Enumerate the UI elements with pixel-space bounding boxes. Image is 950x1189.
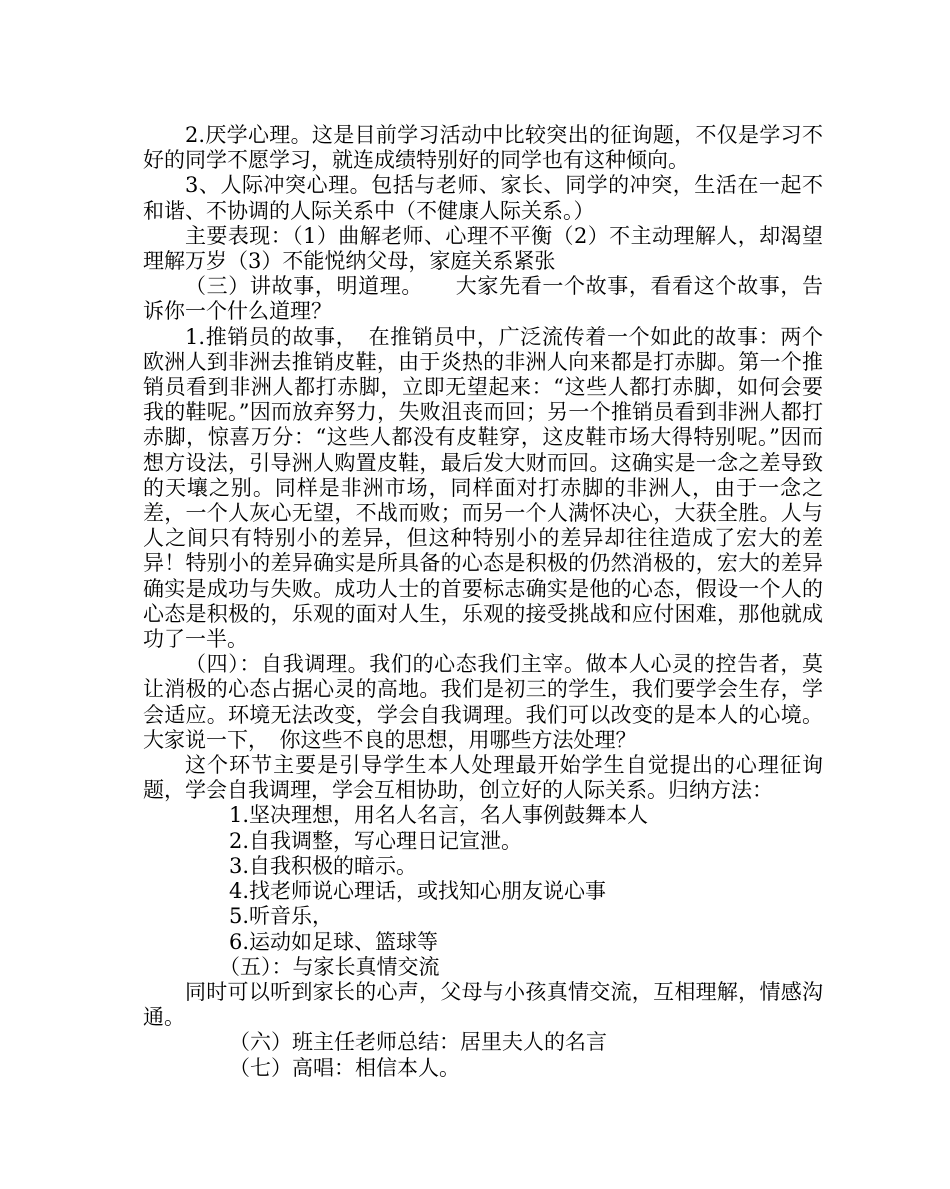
section-six-summary: （六）班主任老师总结：居里夫人的名言 — [229, 1030, 607, 1055]
list-item: 1.坚决理想，用名人名言，名人事例鼓舞本人 — [229, 803, 649, 828]
paragraph-main-symptoms: 主要表现：（1）曲解老师、心理不平衡（2）不主动理解人，却渴望理解万岁（3）不能悦纳父母，家庭关系紧张 — [143, 223, 823, 274]
paragraph-story-intro: （三）讲故事，明道理。 大家先看一个故事，看看这个故事，告诉你一个什么道理？ — [143, 274, 823, 324]
list-item: 4.找老师说心理话，或找知心朋友说心事 — [229, 879, 607, 904]
methods-list — [143, 803, 823, 954]
section-five-heading: （五）：与家长真情交流 — [219, 954, 440, 979]
document-body — [143, 123, 823, 1081]
list-item: 6.运动如足球、篮球等 — [229, 929, 439, 954]
paragraph-interpersonal-conflict: 3、人际冲突心理。包括与老师、家长、同学的冲突，生活在一起不和谐、不协调的人际关系中（不健康人际关系。） — [143, 173, 823, 223]
list-item: 2.自我调整，写心理日记宣泄。 — [229, 828, 523, 853]
paragraph-study-aversion: 2.厌学心理。这是目前学习活动中比较突出的征询题，不仅是学习不好的同学不愿学习，就连成绩特别好的同学也有这种倾向。 — [143, 123, 823, 173]
list-item: 5.听音乐， — [229, 904, 334, 929]
section-seven-song: （七）高唱：相信本人。 — [229, 1055, 460, 1080]
list-item: 3.自我积极的暗示。 — [229, 853, 418, 878]
paragraph-self-regulation: （四）：自我调理。我们的心态我们主宰。做本人心灵的控告者，莫让消极的心态占据心灵的高地。我们是初三的学生，我们要学会生存，学会适应。环境无法改变，学会自我调理。我们可以改变的是本人的心境。大家说一下， 你这些不良的思想，用哪些方法处理？ — [143, 652, 823, 752]
paragraph-salesman-story: 1.推销员的故事， 在推销员中，广泛流传着一个如此的故事：两个欧洲人到非洲去推销皮鞋，由于炎热的非洲人向来都是打赤脚。第一个推销员看到非洲人都打赤脚，立即无望起来：“这些人都打赤脚，如何会要我的鞋呢。”因而放弃努力，失败沮丧而回；另一个推销员看到非洲人都打赤脚，惊喜万分：“这些人都没有皮鞋穿，这皮鞋市场大得特别呢。”因而想方设法，引导洲人购置皮鞋，最后发大财而回。这确实是一念之差导致的天壤之别。同样是非洲市场，同样面对打赤脚的非洲人，由于一念之差，一个人灰心无望，不战而败；而另一个人满怀决心，大获全胜。人与人之间只有特别小的差异，但这种特别小的差异却往往造成了宏大的差异！特别小的差异确实是所具备的心态是积极的仍然消极的，宏大的差异确实是成功与失败。成功人士的首要标志确实是他的心态，假设一个人的心态是积极的，乐观的面对人生，乐观的接受挑战和应付困难，那他就成功了一半。 — [143, 324, 823, 652]
paragraph-methods-intro: 这个环节主要是引导学生本人处理最开始学生自觉提出的心理征询题，学会自我调理，学会互相协助，创立好的人际关系。归纳方法： — [143, 753, 823, 803]
paragraph-parent-communication: 同时可以听到家长的心声，父母与小孩真情交流，互相理解，情感沟通。 — [143, 979, 823, 1030]
